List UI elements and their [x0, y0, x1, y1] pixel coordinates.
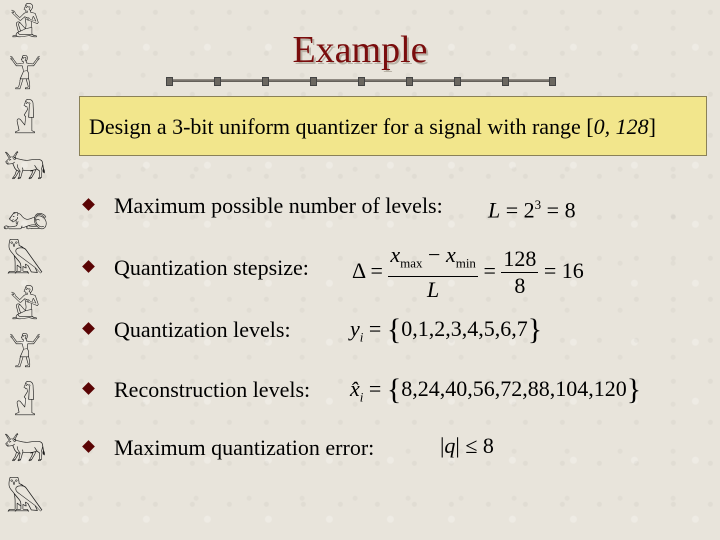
math-var: L	[488, 197, 501, 223]
math-num: 16	[561, 257, 584, 283]
problem-range: 0, 128	[593, 114, 649, 139]
math-set: 8,24,40,56,72,88,104,120	[401, 376, 627, 401]
bullet-item-recon-levels	[84, 370, 334, 410]
formula-quant-levels: $y_i = \{0,1,2,3,4,5,6,7\}$	[350, 313, 543, 346]
diamond-bullet-icon	[82, 322, 95, 335]
math-op: =	[505, 197, 519, 223]
hieroglyph-icon: 𓃭	[2, 198, 49, 238]
item-label: Quantization levels:	[114, 317, 291, 342]
hieroglyph-icon: 𓃒	[3, 148, 47, 188]
math-op: −	[428, 242, 441, 267]
math-exp: 3	[534, 197, 542, 212]
bullet-item-levels	[84, 186, 484, 226]
item-label: Maximum quantization error:	[114, 435, 375, 460]
math-num: 2	[523, 197, 535, 223]
formula-max-error: |q| ≤ 8	[440, 433, 494, 458]
title-divider	[166, 78, 554, 83]
hieroglyph-icon: 𓃒	[3, 430, 47, 470]
slide-title: Example	[292, 29, 428, 71]
math-num: 8	[564, 197, 576, 223]
math-sub: i	[359, 329, 364, 345]
diamond-bullet-icon	[82, 260, 95, 273]
hieroglyph-icon: 𓁐	[13, 102, 37, 142]
math-var: q	[444, 433, 456, 458]
math-set: 0,1,2,3,4,5,6,7	[401, 316, 528, 341]
hieroglyph-icon: 𓅓	[6, 242, 44, 282]
math-op: =	[546, 197, 560, 223]
diamond-bullet-icon	[82, 382, 95, 395]
math-sub: max	[400, 255, 423, 271]
math-var: L	[427, 277, 440, 303]
math-sub: min	[455, 255, 476, 271]
math-op: ≤	[465, 433, 478, 458]
math-op: =	[368, 376, 382, 401]
item-label: Reconstruction levels:	[114, 377, 311, 402]
math-var: x	[445, 242, 456, 267]
math-var: x̂	[350, 376, 360, 401]
problem-text: Design a 3-bit uniform quantizer for a signal with range [	[89, 114, 594, 139]
math-op: =	[368, 316, 382, 341]
math-op: =	[370, 257, 383, 283]
problem-text-end: ]	[648, 114, 656, 139]
hieroglyph-icon: 𓁐	[13, 384, 37, 424]
hieroglyph-icon: 𓀠	[8, 58, 42, 98]
diamond-bullet-icon	[82, 198, 95, 211]
math-op: =	[483, 257, 496, 283]
formula-num-levels	[488, 190, 576, 225]
diamond-bullet-icon	[82, 440, 95, 453]
problem-statement	[79, 96, 707, 156]
math-num: 8	[482, 433, 494, 458]
math-var: Δ	[352, 257, 365, 283]
hieroglyph-icon: 𓅓	[6, 480, 44, 520]
math-op: =	[543, 257, 557, 283]
math-num: 8	[514, 273, 526, 299]
formula-stepsize	[352, 242, 584, 303]
hieroglyph-icon: 𓀀	[9, 6, 41, 46]
math-var: y	[350, 316, 360, 341]
decorative-border	[0, 0, 50, 540]
fraction-range-over-levels	[388, 242, 478, 303]
math-var: x	[390, 242, 401, 267]
bullet-item-max-error	[84, 428, 414, 468]
math-num: 128	[503, 246, 537, 272]
formula-recon-levels: $x̂_i = \{8,24,40,56,72,88,104,120\}$	[350, 373, 642, 406]
hieroglyph-icon: 𓀠	[8, 336, 42, 376]
item-label: Quantization stepsize:	[114, 255, 309, 280]
hieroglyph-icon: 𓀀	[9, 288, 41, 328]
bullet-item-quant-levels	[84, 310, 334, 350]
fraction-numeric	[501, 246, 538, 299]
bullet-item-stepsize	[84, 248, 334, 288]
math-sub: i	[359, 389, 364, 405]
item-label: Maximum possible number of levels:	[114, 193, 443, 218]
